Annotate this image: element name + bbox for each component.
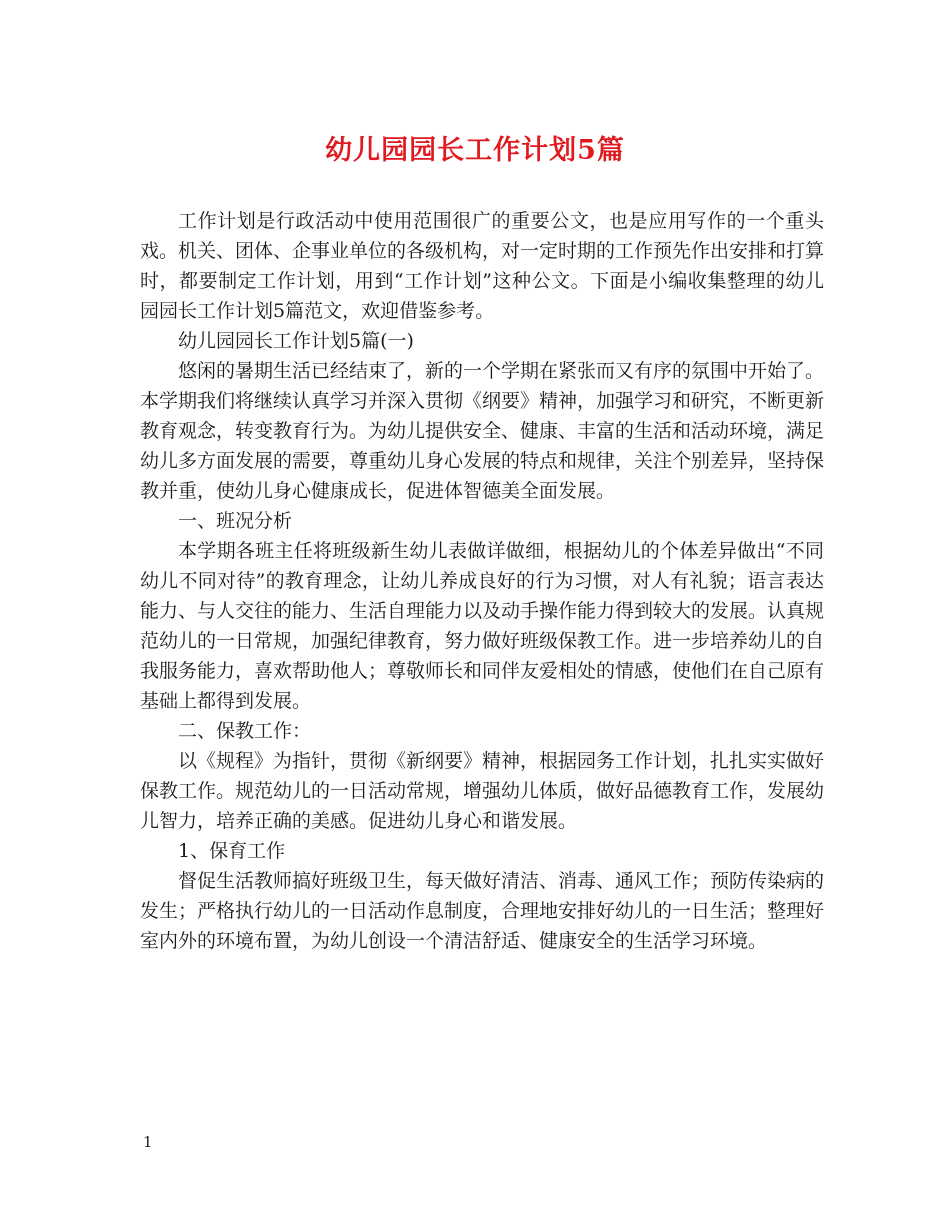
section-heading-care-education: 二、保教工作： [178, 720, 312, 742]
body-paragraph: 以《规程》为指针，贯彻《新纲要》精神，根据园务工作计划，扎扎实实做好保教工作。规范幼儿的一日活动常规，增强幼儿体质，做好品德教育工作，发展幼儿智力，培养正确的美感。促进幼儿身心和谐发展。 [140, 750, 825, 832]
document-body [140, 206, 824, 956]
document-title: 幼儿园园长工作计划5篇 [325, 135, 625, 166]
section-heading-plan-1: 幼儿园园长工作计划5篇(一) [178, 330, 414, 352]
section-heading-childcare: 1、保育工作 [178, 840, 286, 862]
body-paragraph: 悠闲的暑期生活已经结束了，新的一个学期在紧张而又有序的氛围中开始了。本学期我们将继续认真学习并深入贯彻《纲要》精神，加强学习和研究，不断更新教育观念，转变教育行为。为幼儿提供安全、健康、丰富的生活和活动环境，满足幼儿多方面发展的需要，尊重幼儿身心发展的特点和规律，关注个别差异，坚持保教并重，使幼儿身心健康成长，促进体智德美全面发展。 [140, 360, 825, 502]
body-paragraph: 本学期各班主任将班级新生幼儿表做详做细，根据幼儿的个体差异做出“不同幼儿不同对待”的教育理念，让幼儿养成良好的行为习惯，对人有礼貌；语言表达能力、与人交往的能力、生活自理能力以及动手操作能力得到较大的发展。认真规范幼儿的一日常规，加强纪律教育，努力做好班级保教工作。进一步培养幼儿的自我服务能力，喜欢帮助他人；尊敬师长和同伴友爱相处的情感，使他们在自己原有基础上都得到发展。 [140, 540, 825, 712]
page-number: 1 [143, 1133, 153, 1151]
intro-paragraph: 工作计划是行政活动中使用范围很广的重要公文，也是应用写作的一个重头戏。机关、团体、企事业单位的各级机构，对一定时期的工作预先作出安排和打算时，都要制定工作计划，用到“工作计划”这种公文。下面是小编收集整理的幼儿园园长工作计划5篇范文，欢迎借鉴参考。 [140, 210, 825, 322]
section-heading-class-analysis: 一、班况分析 [178, 510, 293, 532]
body-paragraph: 督促生活教师搞好班级卫生，每天做好清洁、消毒、通风工作；预防传染病的发生；严格执行幼儿的一日活动作息制度，合理地安排好幼儿的一日生活；整理好室内外的环境布置，为幼儿创设一个清洁舒适、健康安全的生活学习环境。 [140, 870, 825, 952]
